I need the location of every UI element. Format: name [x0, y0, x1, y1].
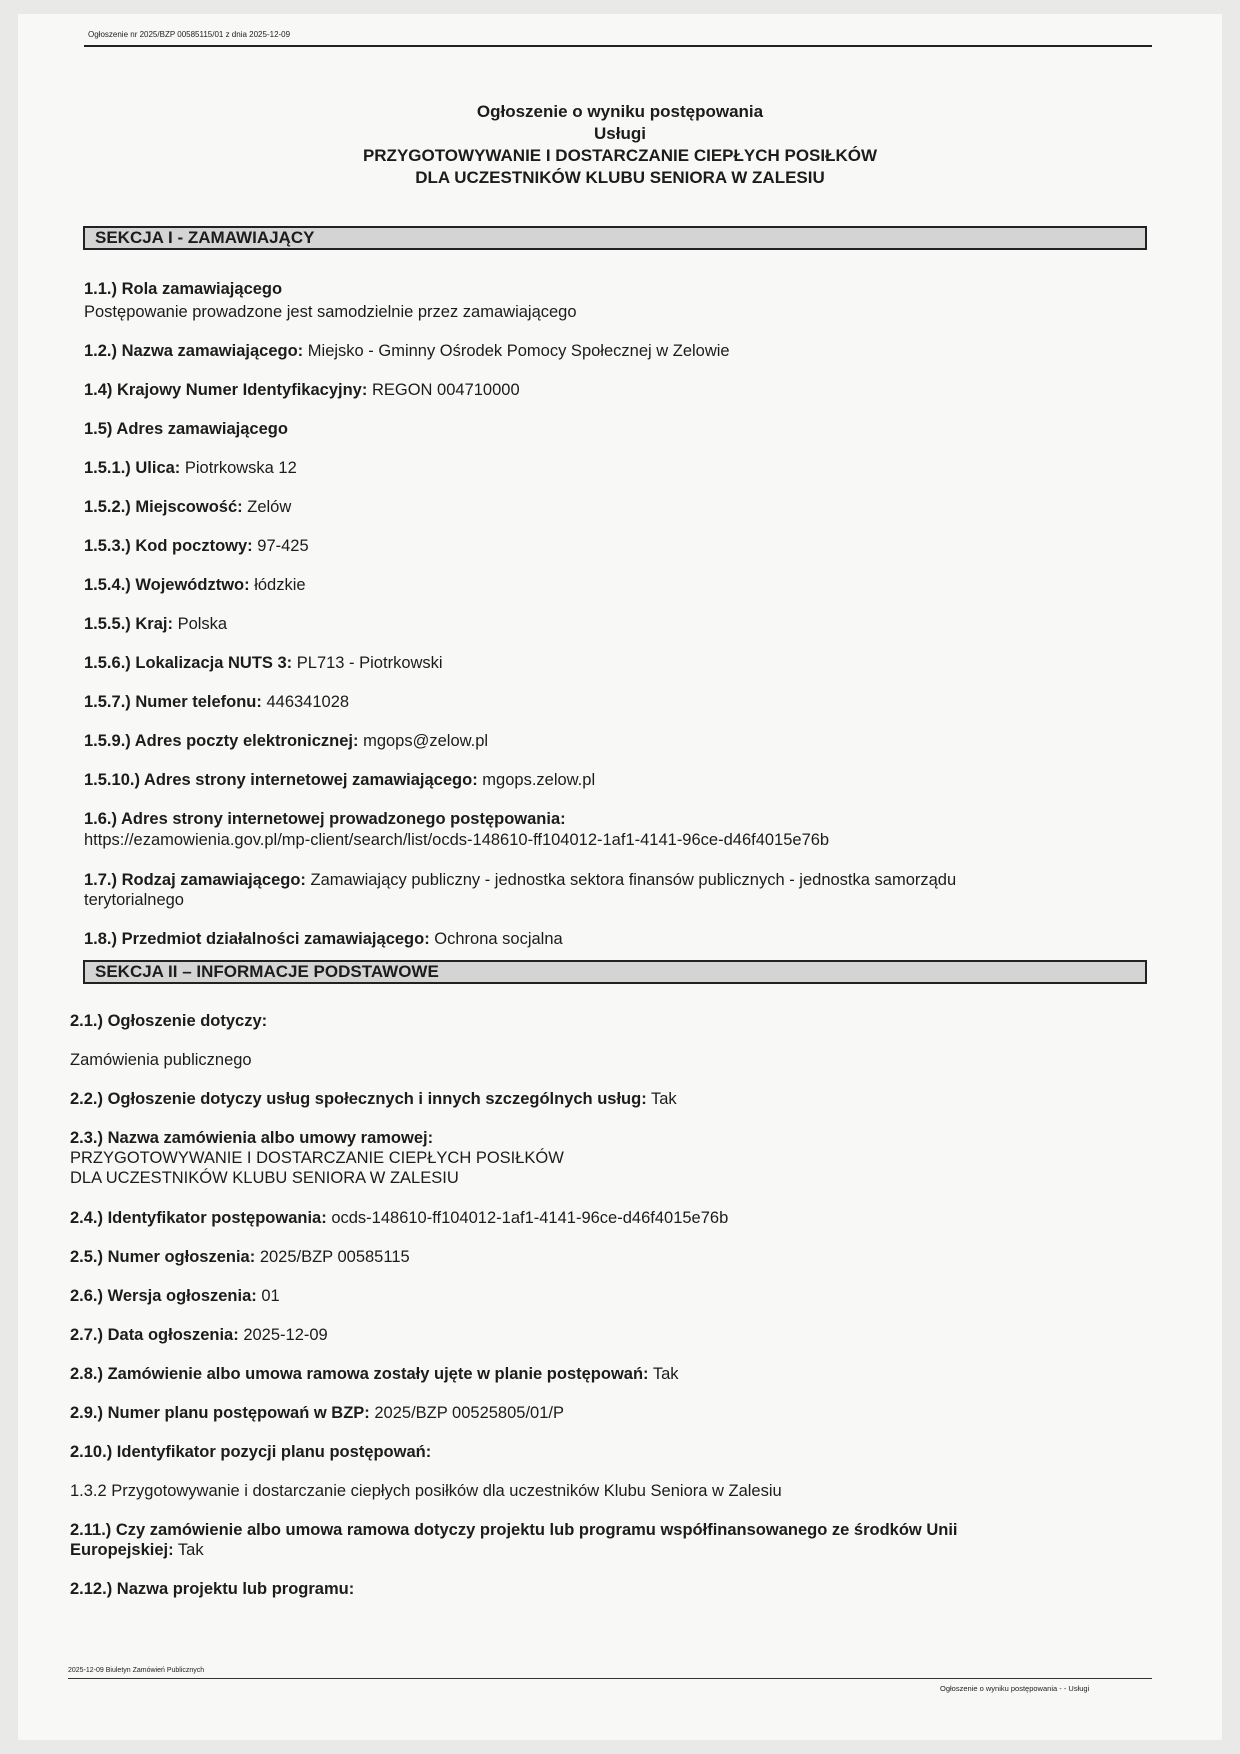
- value: 2025/BZP 00585115: [259, 1248, 410, 1266]
- value: łódzkie: [254, 576, 306, 594]
- field-1-7-value-cont: terytorialnego: [84, 891, 184, 909]
- label: 1.5.7.) Numer telefonu:: [84, 693, 262, 711]
- title-line-3: PRZYGOTOWYWANIE I DOSTARCZANIE CIEPŁYCH POSIŁKÓW: [362, 146, 878, 165]
- header-reference: Ogłoszenie nr 2025/BZP 00585115/01 z dnia 2025-12-09: [88, 30, 291, 39]
- value: Ochrona socjalna: [434, 930, 563, 948]
- label: 1.5.3.) Kod pocztowy:: [84, 537, 253, 555]
- value: Zelów: [247, 498, 292, 516]
- title-line-1: Ogłoszenie o wyniku postępowania: [476, 102, 764, 121]
- label: 1.5.4.) Województwo:: [84, 576, 250, 594]
- label: 2.4.) Identyfikator postępowania:: [70, 1209, 327, 1227]
- field-1-5-10: [84, 770, 595, 790]
- field-2-2: [70, 1089, 677, 1109]
- label: 1.5.9.) Adres poczty elektronicznej:: [84, 732, 359, 750]
- field-1-5: [84, 419, 288, 439]
- value: mgops@zelow.pl: [363, 732, 489, 750]
- label: 1.6.) Adres strony internetowej prowadzonego postępowania:: [84, 810, 566, 828]
- label: 2.1.) Ogłoszenie dotyczy:: [70, 1012, 268, 1030]
- section-2-heading: SEKCJA II – INFORMACJE PODSTAWOWE: [83, 960, 1147, 984]
- value: REGON 004710000: [371, 381, 520, 399]
- label: 2.11.) Czy zamówienie albo umowa ramowa dotyczy projektu lub programu współfinansowanego ze środków Unii: [70, 1521, 958, 1539]
- field-1-4: [84, 380, 520, 400]
- footer-rule: [68, 1678, 1152, 1679]
- field-2-1-value: Zamówienia publicznego: [70, 1051, 252, 1069]
- document-page: [18, 14, 1222, 1740]
- label: 1.8.) Przedmiot działalności zamawiającego:: [84, 930, 430, 948]
- value: Tak: [651, 1090, 677, 1108]
- value: Piotrkowska 12: [184, 459, 297, 477]
- label: 1.5.6.) Lokalizacja NUTS 3:: [84, 654, 293, 672]
- header-rule: [84, 45, 1152, 47]
- value: 01: [261, 1287, 280, 1305]
- section-1-heading: SEKCJA I - ZAMAWIAJĄCY: [83, 226, 1147, 250]
- value: 446341028: [266, 693, 350, 711]
- footer-left: 2025-12-09 Biuletyn Zamówień Publicznych: [68, 1667, 205, 1674]
- field-2-9: [70, 1403, 564, 1423]
- value: Tak: [177, 1541, 204, 1559]
- label: 1.5.1.) Ulica:: [84, 459, 181, 477]
- value: Miejsko - Gminny Ośrodek Pomocy Społecznej w Zelowie: [307, 342, 730, 360]
- label: 1.4) Krajowy Numer Identyfikacyjny:: [84, 381, 368, 399]
- label: 1.5) Adres zamawiającego: [84, 420, 288, 438]
- label: Europejskiej:: [70, 1541, 174, 1559]
- document-title: [18, 101, 1222, 189]
- field-2-8: [70, 1364, 679, 1384]
- field-2-7: [70, 1325, 328, 1345]
- field-2-12-label: [70, 1579, 354, 1599]
- field-1-5-2: [84, 497, 291, 517]
- field-1-8: [84, 929, 563, 949]
- value: 97-425: [257, 537, 309, 555]
- label: 1.5.5.) Kraj:: [84, 615, 173, 633]
- title-line-4: DLA UCZESTNIKÓW KLUBU SENIORA W ZALESIU: [415, 168, 825, 187]
- field-2-6: [70, 1286, 280, 1306]
- label: 1.5.2.) Miejscowość:: [84, 498, 243, 516]
- label: 2.8.) Zamówienie albo umowa ramowa zostały ujęte w planie postępowań:: [70, 1365, 649, 1383]
- value: Tak: [652, 1365, 679, 1383]
- value: mgops.zelow.pl: [482, 771, 596, 789]
- field-2-11-label: [70, 1520, 958, 1540]
- field-1-5-3: [84, 536, 309, 556]
- label: 2.5.) Numer ogłoszenia:: [70, 1248, 256, 1266]
- label: 1.2.) Nazwa zamawiającego:: [84, 342, 304, 360]
- field-1-5-9: [84, 731, 488, 751]
- label: 2.3.) Nazwa zamówienia albo umowy ramowej:: [70, 1129, 434, 1147]
- field-2-10-label: [70, 1442, 431, 1462]
- field-2-11: [70, 1540, 204, 1560]
- field-2-1-label: [70, 1011, 267, 1031]
- label: 1.7.) Rodzaj zamawiającego:: [84, 871, 306, 889]
- field-2-3-label: [70, 1128, 433, 1148]
- field-2-10-value: 1.3.2 Przygotowywanie i dostarczanie ciepłych posiłków dla uczestników Klubu Seniora w Zalesiu: [70, 1482, 782, 1500]
- label: 2.6.) Wersja ogłoszenia:: [70, 1287, 257, 1305]
- value: PL713 - Piotrkowski: [296, 654, 443, 672]
- field-1-1-label: [84, 279, 282, 299]
- label: 1.5.10.) Adres strony internetowej zamawiającego:: [84, 771, 478, 789]
- field-1-2: [84, 341, 730, 361]
- field-2-3-value-2: DLA UCZESTNIKÓW KLUBU SENIORA W ZALESIU: [70, 1169, 459, 1187]
- field-1-5-5: [84, 614, 227, 634]
- value: Zamawiający publiczny - jednostka sektora finansów publicznych - jednostka samorządu: [310, 871, 957, 889]
- title-line-2: Usługi: [594, 124, 646, 143]
- value: 2025/BZP 00525805/01/P: [374, 1404, 564, 1422]
- field-2-3-value-1: PRZYGOTOWYWANIE I DOSTARCZANIE CIEPŁYCH POSIŁKÓW: [70, 1149, 564, 1167]
- field-2-5: [70, 1247, 410, 1267]
- footer-right: Ogłoszenie o wyniku postępowania - - Usługi: [940, 1684, 1090, 1693]
- field-1-1-value: Postępowanie prowadzone jest samodzielnie przez zamawiającego: [84, 303, 577, 321]
- field-1-6-value: https://ezamowienia.gov.pl/mp-client/search/list/ocds-148610-ff104012-1af1-4141-96ce-d46f4015e76b: [84, 831, 830, 849]
- field-1-7: [84, 870, 956, 890]
- value: 2025-12-09: [243, 1326, 328, 1344]
- field-1-5-6: [84, 653, 443, 673]
- field-1-6-label: [84, 809, 566, 829]
- label: 2.7.) Data ogłoszenia:: [70, 1326, 239, 1344]
- label: 2.12.) Nazwa projektu lub programu:: [70, 1580, 355, 1598]
- value: Polska: [177, 615, 228, 633]
- field-1-5-1: [84, 458, 297, 478]
- field-2-4: [70, 1208, 728, 1228]
- value: ocds-148610-ff104012-1af1-4141-96ce-d46f4015e76b: [331, 1209, 729, 1227]
- label: 1.1.) Rola zamawiającego: [84, 280, 283, 298]
- label: 2.2.) Ogłoszenie dotyczy usług społecznych i innych szczególnych usług:: [70, 1090, 647, 1108]
- label: 2.10.) Identyfikator pozycji planu postępowań:: [70, 1443, 432, 1461]
- field-1-5-4: [84, 575, 306, 595]
- label: 2.9.) Numer planu postępowań w BZP:: [70, 1404, 370, 1422]
- field-1-5-7: [84, 692, 349, 712]
